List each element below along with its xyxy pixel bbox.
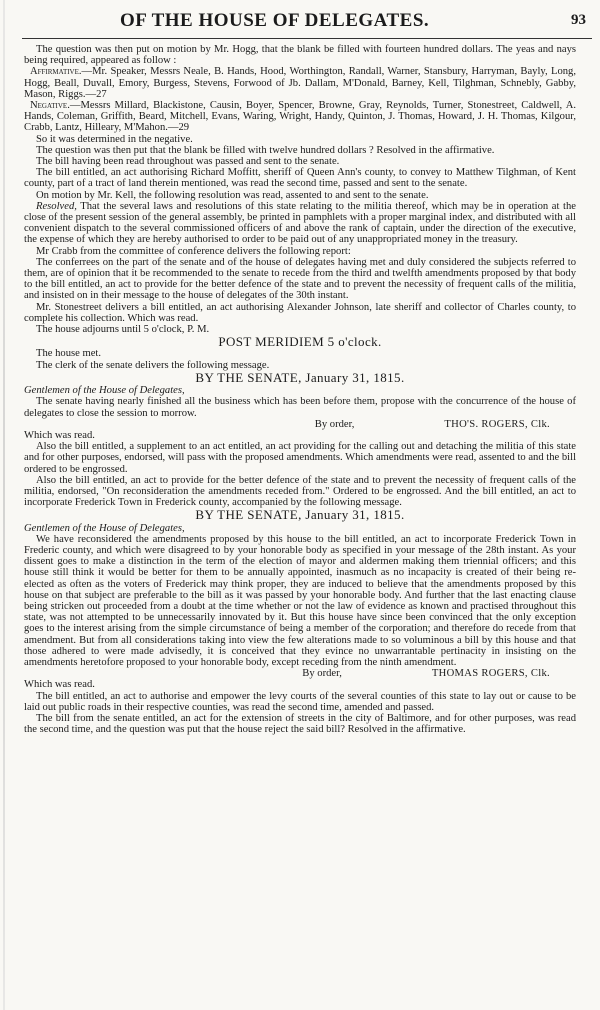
- vote-list: —Messrs Millard, Blackistone, Causin, Boyer, Spencer, Browne, Gray, Reynolds, Turner, Stonestreet, Caldwell, A. Hands, Coleman, Griffith, Beard, Mitchell, Evans, Waring, Wright, Handy, Quinton, J. Thomas, Howard, J. H. Thomas, Kilgour, Crabb, Lantz, Hilleary, M'Mahon.—29: [24, 100, 576, 134]
- page-edge-shadow: [3, 0, 5, 1010]
- running-head: OF THE HOUSE OF DELEGATES.: [120, 10, 430, 31]
- resolution-text: That the several laws and resolutions of this state relating to the militia thereof, which may be in operation at the close of the present session of the general assembly, be printed in pamphlets with a proper marginal index, and distributed with all convenient dispatch to the several commissioned officers of and above the rank of captain, under the direction of the executive, the expense of which they are hereby authorised to order to be paid out of any unappropriated money in the treasury.: [24, 200, 576, 246]
- paragraph: Which was read.: [24, 429, 95, 441]
- page-number: 93: [571, 12, 586, 28]
- page-header: [0, 10, 600, 36]
- senate-heading: BY THE SENATE, January 31, 1815.: [195, 369, 405, 385]
- paragraph: The house adjourns until 5 o'clock, P. M.: [36, 324, 210, 336]
- signature-by: By order,: [314, 418, 355, 430]
- paragraph: The clerk of the senate delivers the following message.: [36, 359, 270, 371]
- paragraph: The question was then put that the blank be filled with twelve hundred dollars ? Resolved in the affirmative.: [36, 144, 495, 156]
- paragraph: We have reconsidered the amendments proposed by this house to the bill entitled, an act to incorporate Frederick Town in Frederic county, and which were disagreed to by your honorable body as specified in your message of the 28th instant. As your dissent goes to make a distinction in the term of the election of mayor and aldermen making them triennial officers; and this house still think it would be better for them to be annually appointed, inasmuch as no incapacity is created of their being re-elected as often as the voters of Frederick may think proper, they are induced to believe that the amendments proposed by this house on that subject are preferable to the bill as it was passed by your honorable body. And further that the last enacting clause being stricken out proceeded from a doubt at the time whether or not the law of evidence as known and practised throughout this state, was not attempted to be unnecessarily innovated by it. But this house have since been convinced that the only exception goes to the interest arising from the simple circumstance of being a member of the corporation; and therefore do recede from that amendment. But from all considerations taking into view the few alterations made to so voluminous a bill by this house and that those adhered to were made advisedly, it is conceived that they evince no unwarrantable pertinacity in insisting on the amendments heretofore proposed to your honorable body, except receding from the ninth amendment.: [24, 533, 576, 668]
- paragraph: So it was determined in the negative.: [36, 133, 193, 145]
- paragraph: The bill entitled, an act to authorise and empower the levy courts of the several counties of this state to lay out or cause to be laid out public roads in their respective counties, was read the second time, amended and passed.: [24, 690, 576, 713]
- paragraph: The conferrees on the part of the senate and of the house of delegates having met and duly considered the subjects referred to them, are of opinion that it be recommended to the senate to recede from the third and twelfth amendments proposed by that body to the bill entitled, an act to provide for the better defence of the state and to prevent the necessity of frequent calls of the militia, and insisted on in their message to the house of delegates of the 30th instant.: [24, 256, 576, 302]
- paragraph: The house met.: [36, 348, 102, 360]
- paragraph: The bill from the senate entitled, an act for the extension of streets in the city of Baltimore, and for other purposes, was read the second time, and the question was put that the house reject the said bill? Resolved in the affirmative.: [24, 712, 576, 736]
- vote-label: Affirmative.: [30, 66, 82, 78]
- paragraph: The bill having been read throughout was passed and sent to the senate.: [36, 156, 340, 168]
- signature-by: By order,: [302, 668, 342, 680]
- senate-heading: BY THE SENATE, January 31, 1815.: [195, 507, 405, 523]
- signature: [24, 419, 576, 430]
- signature-name: THOMAS ROGERS, Clk.: [431, 668, 550, 680]
- section-heading: POST MERIDIEM 5 o'clock.: [218, 334, 382, 350]
- salutation: Gentlemen of the House of Delegates,: [24, 385, 185, 397]
- resolution: [24, 201, 576, 246]
- paragraph: Also the bill entitled, an act to provide for the better defence of the state and to prevent the necessity of frequent calls of the militia, endorsed, "On reconsideration the amendments receded from." Ordered to be engrossed. And the bill entitled, an act to incorporate Frederick Town in Frederick county, accompanied by the following message.: [24, 474, 576, 509]
- vote-affirmative: [24, 66, 576, 100]
- paragraph: The bill entitled, an act authorising Richard Moffitt, sheriff of Queen Ann's county, to convey to Matthew Tilghman, of Kent county, part of a tract of land therein mentioned, was read the second time, passed and sent to the senate.: [24, 167, 576, 190]
- header-rule: [22, 38, 592, 39]
- paragraph: The question was then put on motion by Mr. Hogg, that the blank be filled with fourteen hundred dollars. The yeas and nays being required, appeared as follow :: [24, 44, 576, 67]
- vote-label: Negative.: [30, 100, 70, 112]
- signature: [24, 668, 576, 679]
- paragraph: Which was read.: [24, 679, 95, 691]
- document-body: [24, 44, 576, 735]
- signature-name: THO'S. ROGERS, Clk.: [444, 418, 550, 430]
- paragraph: Mr. Stonestreet delivers a bill entitled, an act authorising Alexander Johnson, late sheriff and collector of Charles county, to complete his collection. Which was read.: [24, 301, 576, 324]
- paragraph: Also the bill entitled, a supplement to an act entitled, an act providing for the calling out and detaching the militia of this state and for other purposes, endorsed, will pass with the proposed amendments. Which amendments were read, assented to and the bill ordered to be engrossed.: [24, 441, 577, 475]
- paragraph: On motion by Mr. Kell, the following resolution was read, assented to and sent to the senate.: [36, 189, 429, 201]
- paragraph: Mr Crabb from the committee of conference delivers the following report:: [36, 245, 351, 257]
- vote-negative: [24, 100, 576, 134]
- paragraph: The senate having nearly finished all the business which has been before them, propose with the concurrence of the house of delegates to close the session to morrow.: [24, 396, 576, 419]
- resolved-label: Resolved,: [36, 200, 77, 212]
- vote-list: —Mr. Speaker, Messrs Neale, B. Hands, Hood, Worthington, Randall, Warner, Stansbury, Harryman, Bayly, Long, Hogg, Beall, Duvall, Emory, Burgess, Stevens, Forwood of Jb. Dallam, M'Donald, Barney, Kell, Tilghman, Schnebly, Gabby, Mason, Riggs.—27: [24, 66, 576, 100]
- salutation: Gentlemen of the House of Delegates,: [24, 522, 185, 534]
